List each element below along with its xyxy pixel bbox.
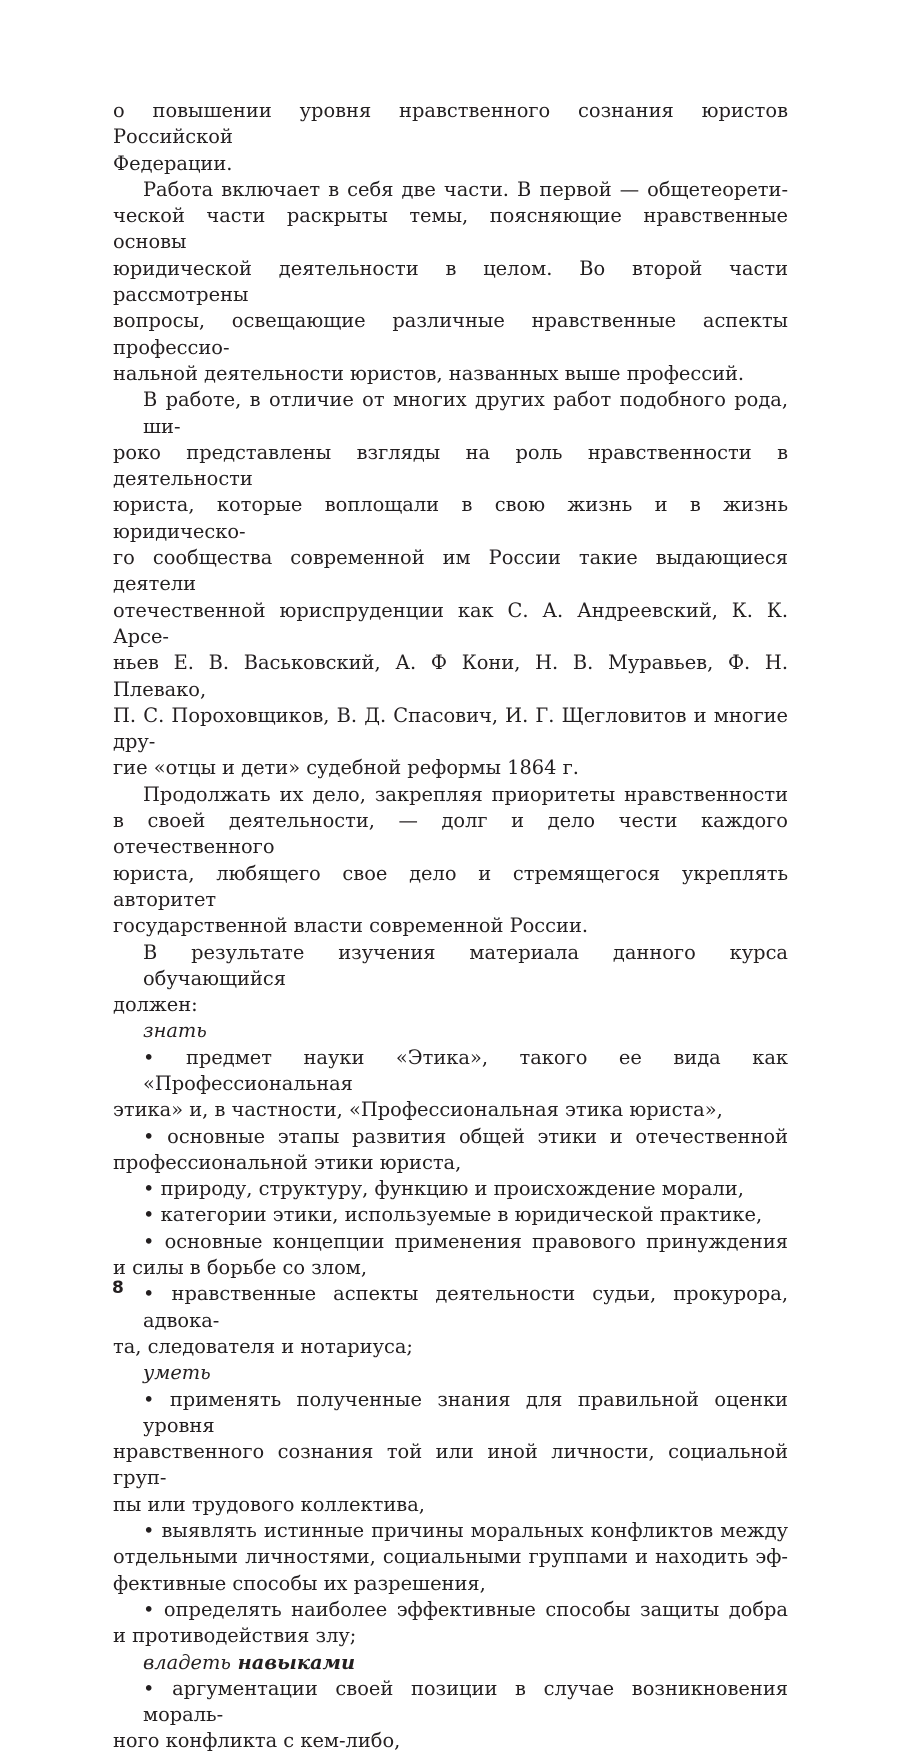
text-line-content: гие «отцы и дети» судебной реформы 1864 г. [113,756,579,780]
text-line [113,940,788,993]
text-line [113,492,788,545]
text-line-content: профессиональной этики юриста, [113,1150,462,1174]
text-line-content: фективные способы их разрешения, [113,1571,486,1595]
text-line [113,387,788,440]
text-line [113,1045,788,1098]
text-line [113,650,788,703]
page-number: 8 [112,1278,124,1298]
text-line-content: знать [143,1019,207,1043]
text-line [113,1334,788,1360]
text-line-content: • категории этики, используемые в юридической практике, [143,1203,763,1227]
text-line [113,1176,788,1202]
text-line [113,440,788,493]
text-line [113,1018,788,1044]
text-line-content: • выявлять истинные причины моральных конфликтов между [143,1519,788,1543]
text-line-content: В результате изучения материала данного курса обучающийся [143,940,788,990]
text-line [113,913,788,939]
text-line-content: • основные концепции применения правового принуждения [143,1229,788,1253]
text-line [113,1492,788,1518]
text-line-content: • основные этапы развития общей этики и отечественной [143,1124,788,1148]
text-line [113,361,788,387]
text-line [113,98,788,151]
text-line [113,1387,788,1440]
text-line [113,1255,788,1281]
text-line-content: Федерации. [113,151,233,175]
text-line [113,151,788,177]
text-line [113,1728,788,1754]
text-line [113,1623,788,1649]
text-line [113,1202,788,1228]
text-line-content: го сообщества современной им России такие выдающиеся деятели [113,546,788,596]
text-line-content: государственной власти современной России. [113,914,589,938]
text-line-content: В работе, в отличие от многих других работ подобного рода, ши- [143,388,788,438]
text-line [113,1097,788,1123]
text-line-content: • применять полученные знания для правильной оценки уровня [143,1387,788,1437]
text-line-content: нальной деятельности юристов, названных выше профессий. [113,361,745,385]
text-line-content: роко представлены взгляды на роль нравственности в деятельности [113,440,788,491]
text-line [113,545,788,598]
text-line-content: Продолжать их дело, закрепляя приоритеты нравственности [143,782,788,806]
text-line-content: в своей деятельности, — долг и дело чести каждого отечественного [113,809,788,859]
text-line-content: отдельными личностями, социальными группами и находить эф- [113,1545,788,1569]
text-line [113,1676,788,1729]
text-line-content: должен: [113,993,198,1017]
text-line [113,1650,788,1676]
text-line [113,1544,788,1570]
text-line [113,308,788,361]
text-line [113,1281,788,1334]
text-line-content: • определять наиболее эффективные способы защиты добра [143,1597,788,1621]
text-line-content: П. С. Пороховщиков, В. Д. Спасович, И. Г. Щегловитов и многие дру- [113,703,788,754]
text-line [113,1150,788,1176]
text-line-emphasis: навыками [230,1650,356,1674]
text-line-content: и силы в борьбе со злом, [113,1256,368,1280]
text-line-content: владеть [143,1650,231,1674]
text-line [113,203,788,256]
text-line-content: • предмет науки «Этика», такого ее вида как «Профессиональная [143,1045,788,1095]
text-line [113,992,788,1018]
text-line [113,703,788,756]
text-line [113,808,788,861]
text-line-content: этика» и, в частности, «Профессиональная этика юриста», [113,1098,723,1122]
text-line-content: нравственного сознания той или иной личности, социальной груп- [113,1440,788,1490]
text-line [113,755,788,781]
text-line-content: о повышении уровня нравственного сознания юристов Российской [113,99,788,149]
text-line [113,782,788,808]
text-line [113,1597,788,1623]
text-line [113,1518,788,1544]
text-line-content: юриста, любящего свое дело и стремящегося укреплять авторитет [113,861,788,911]
text-line-content: та, следователя и нотариуса; [113,1334,413,1358]
text-line-content: и противодействия злу; [113,1624,357,1648]
text-line [113,1229,788,1255]
text-line [113,1571,788,1597]
text-line [113,1439,788,1492]
text-line-content: • аргументации своей позиции в случае возникновения мораль- [143,1676,788,1727]
text-line [113,598,788,651]
text-line [113,1124,788,1150]
text-line-content: пы или трудового коллектива, [113,1492,425,1516]
text-line-content: ньев Е. В. Васьковский, А. Ф Кони, Н. В. Муравьев, Ф. Н. Плевако, [113,651,788,701]
text-line [113,256,788,309]
text-line-content: отечественной юриспруденции как С. А. Андреевский, К. К. Арсе- [113,598,788,648]
text-line-content: • нравственные аспекты деятельности судьи, прокурора, адвока- [143,1282,788,1332]
text-line-content: вопросы, освещающие различные нравственные аспекты профессио- [113,309,788,359]
text-line [113,177,788,203]
text-line [113,861,788,914]
text-line-content: юриста, которые воплощали в свою жизнь и в жизнь юридическо- [113,493,788,543]
text-line-content: Работа включает в себя две части. В первой — общетеорети- [143,177,788,201]
text-line-content: юридической деятельности в целом. Во второй части рассмотрены [113,256,788,307]
text-line-content: • природу, структуру, функцию и происхождение морали, [143,1177,744,1201]
text-line-content: ного конфликта с кем-либо, [113,1729,401,1753]
text-line [113,1360,788,1386]
text-line-content: ческой части раскрыты темы, поясняющие нравственные основы [113,204,788,254]
text-line-content: уметь [143,1361,211,1385]
body-text [113,98,788,1755]
